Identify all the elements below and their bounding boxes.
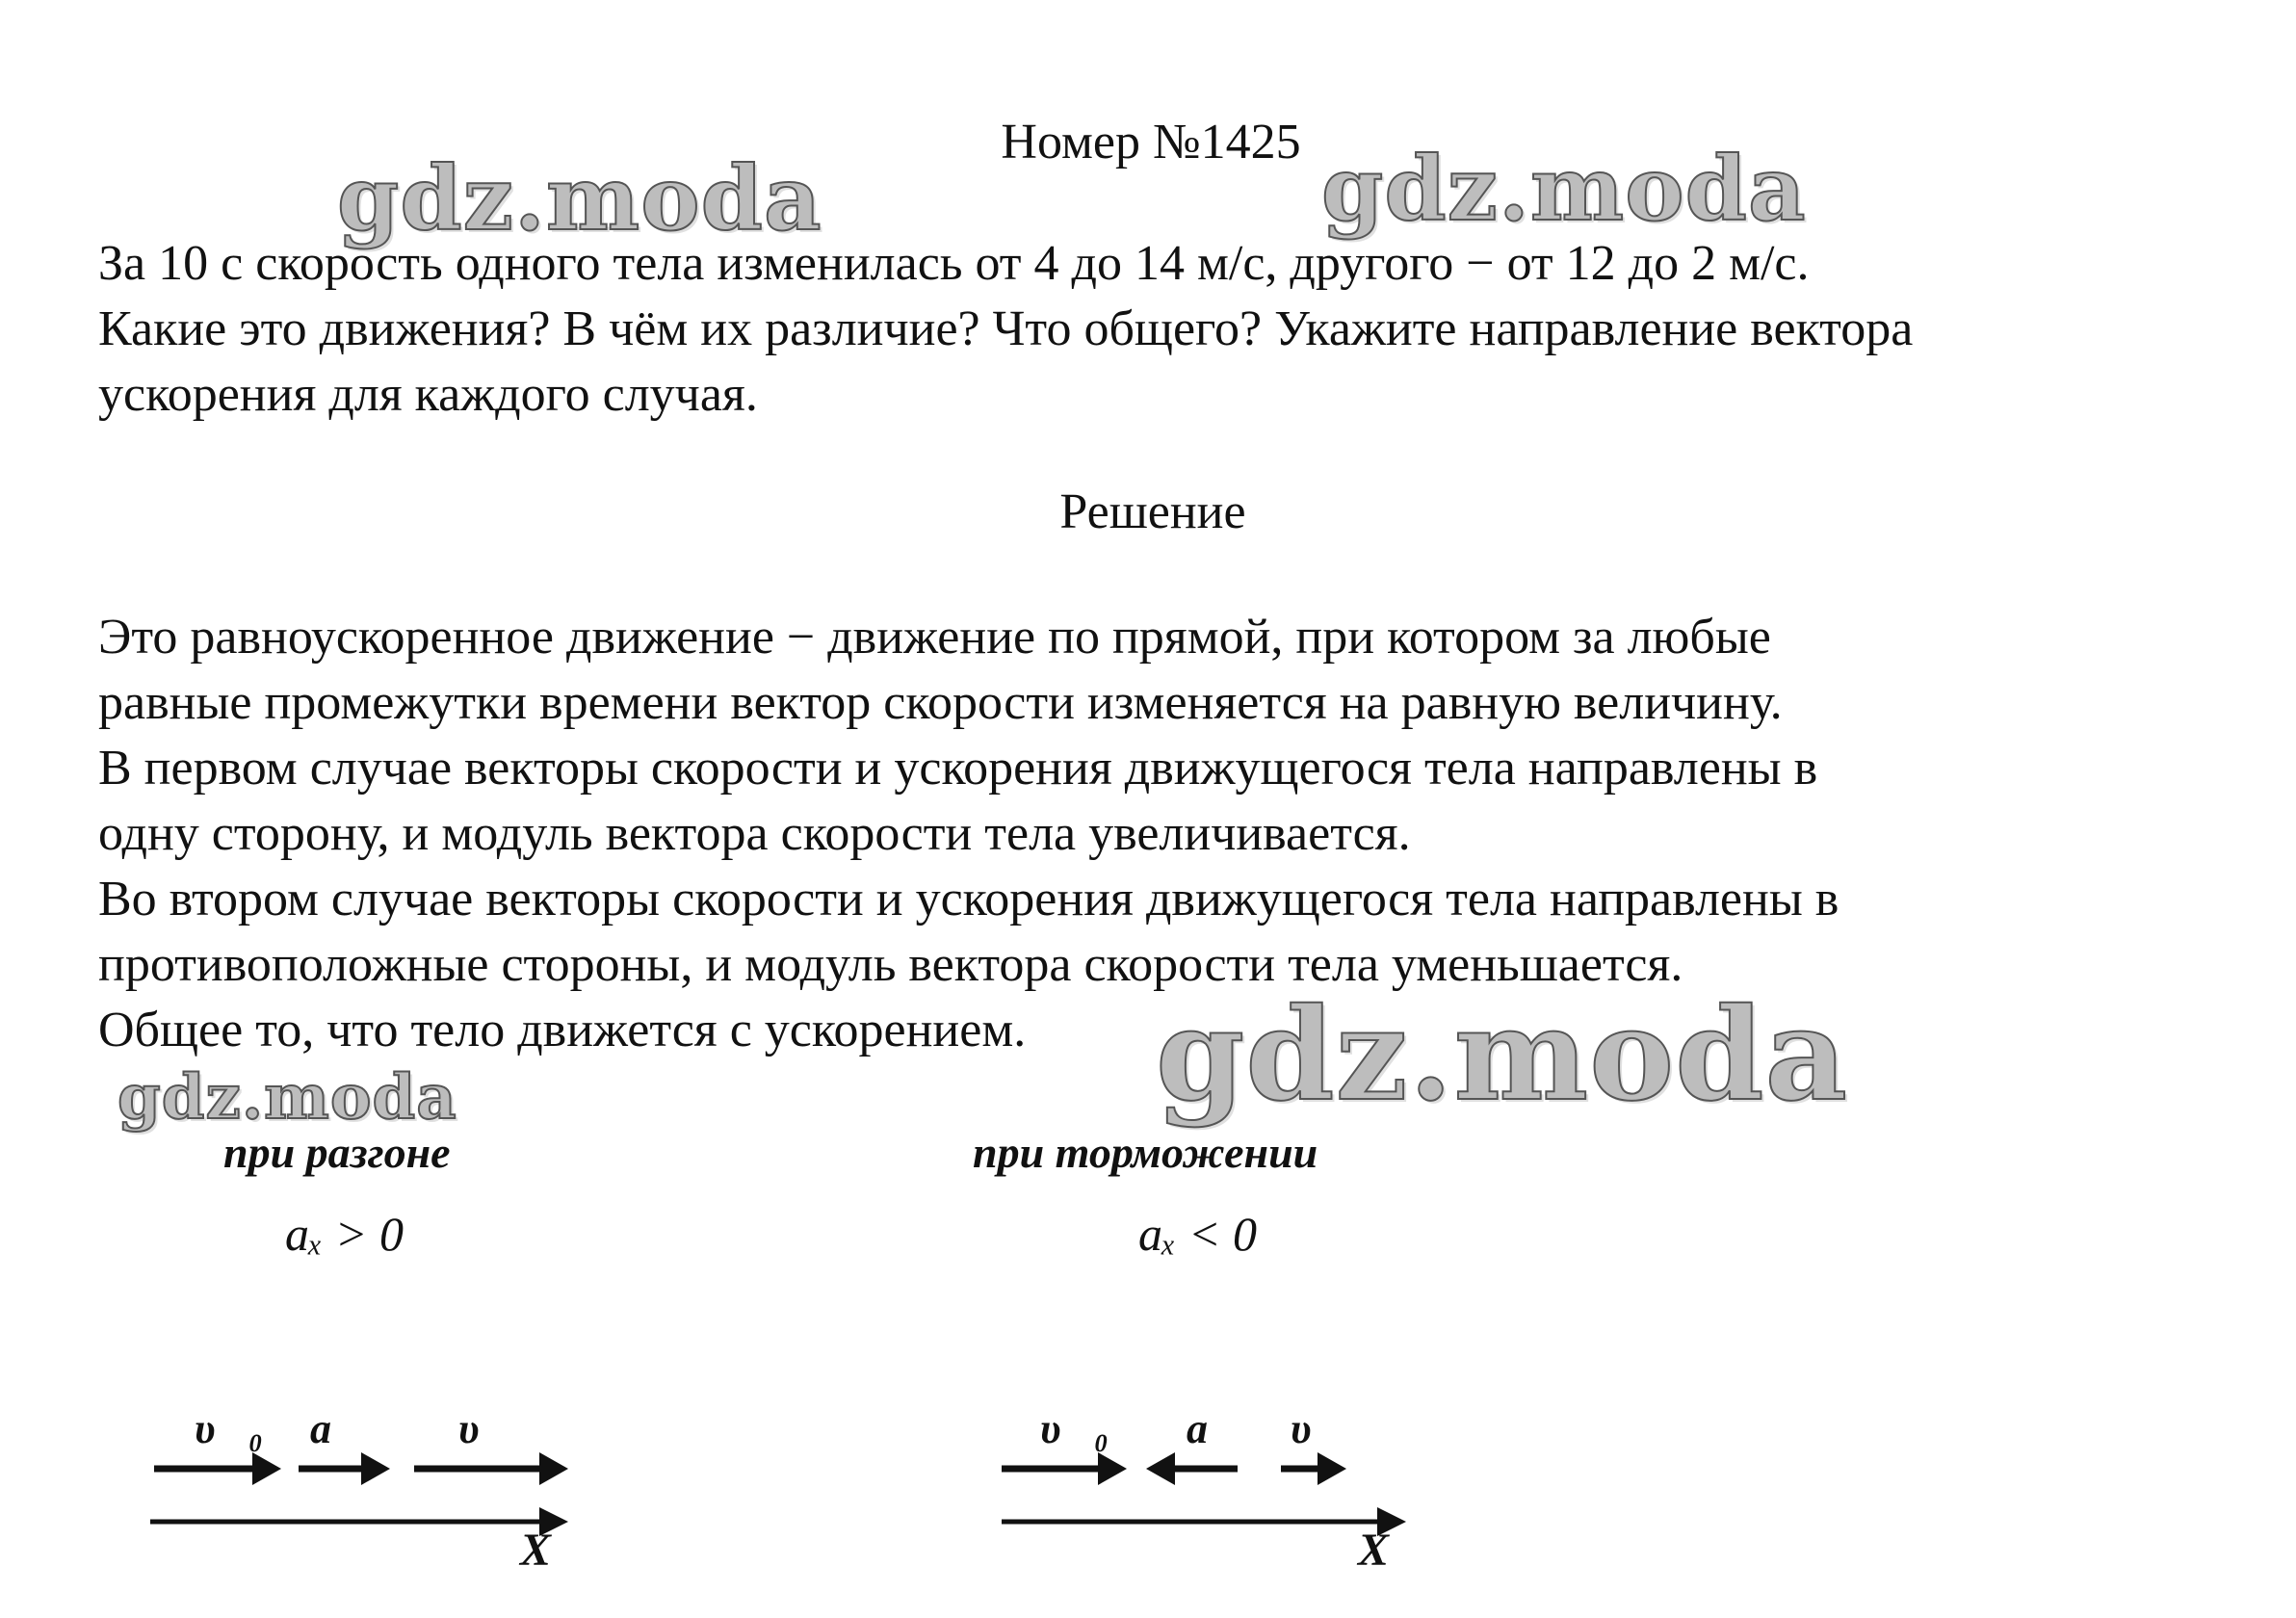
diagram-braking bbox=[963, 1079, 1541, 1576]
arrowhead bbox=[539, 1452, 568, 1485]
solution-line: одну сторону, и модуль вектора скорости тела увеличивается. bbox=[98, 806, 1411, 861]
solution-heading: Решение bbox=[1059, 484, 1246, 539]
arrowhead bbox=[1318, 1452, 1346, 1485]
watermark: gdz.moda bbox=[337, 146, 822, 250]
arrowhead bbox=[361, 1452, 390, 1485]
solution-line: В первом случае векторы скорости и ускорения движущегося тела направлены в bbox=[98, 741, 1818, 796]
problem-line: За 10 с скорость одного тела изменилась от 4 до 14 м/с, другого − от 12 до 2 м/с. bbox=[98, 236, 1810, 291]
solution-line: Во втором случае векторы скорости и ускорения движущегося тела направлены в bbox=[98, 872, 1839, 926]
page-title: Номер №1425 bbox=[1001, 115, 1301, 170]
solution-line: противоположные стороны, и модуль вектора скорости тела уменьшается. bbox=[98, 937, 1683, 992]
solution-line: равные промежутки времени вектор скорости изменяется на равную величину. bbox=[98, 675, 1783, 730]
acceleration-label: a⃗ bbox=[310, 1405, 365, 1452]
diagram-caption: при разгоне bbox=[223, 1128, 451, 1177]
velocity-label: υ⃗ bbox=[1291, 1405, 1344, 1452]
solution-line: Это равноускоренное движение − движение по прямой, при котором за любые bbox=[98, 610, 1771, 665]
vector-drawing bbox=[116, 1271, 693, 1560]
watermark: gdz.moda bbox=[117, 1061, 457, 1134]
axis-label-box bbox=[116, 1522, 693, 1579]
velocity-label: υ⃗ bbox=[458, 1405, 512, 1452]
vector-drawing bbox=[963, 1271, 1541, 1560]
axis-label: X bbox=[520, 1525, 552, 1576]
arrowhead bbox=[1146, 1452, 1175, 1485]
problem-statement bbox=[98, 231, 2256, 428]
arrowhead bbox=[1098, 1452, 1127, 1485]
watermark: gdz.moda bbox=[1321, 137, 1807, 241]
acceleration-condition: aₓ > 0 bbox=[285, 1207, 404, 1261]
acceleration-label: a⃗ bbox=[1187, 1405, 1241, 1452]
solution-line: Общее то, что тело движется с ускорением. bbox=[98, 1003, 1027, 1057]
axis-label: X bbox=[1358, 1525, 1390, 1576]
arrowhead bbox=[252, 1452, 281, 1485]
axis-label-box bbox=[963, 1522, 1541, 1579]
velocity-initial-label: υ⃗₀ bbox=[1040, 1405, 1109, 1452]
watermark: gdz.moda bbox=[1156, 980, 1849, 1130]
problem-line: ускорения для каждого случая. bbox=[98, 367, 758, 422]
problem-line: Какие это движения? В чём их различие? Что общего? Укажите направление вектора bbox=[98, 301, 1914, 356]
vector-diagrams bbox=[116, 1079, 1512, 1576]
velocity-initial-label: υ⃗₀ bbox=[195, 1405, 264, 1452]
acceleration-condition: aₓ < 0 bbox=[1138, 1207, 1257, 1261]
diagram-accelerating bbox=[116, 1079, 693, 1576]
diagram-caption: при торможении bbox=[973, 1128, 1318, 1177]
